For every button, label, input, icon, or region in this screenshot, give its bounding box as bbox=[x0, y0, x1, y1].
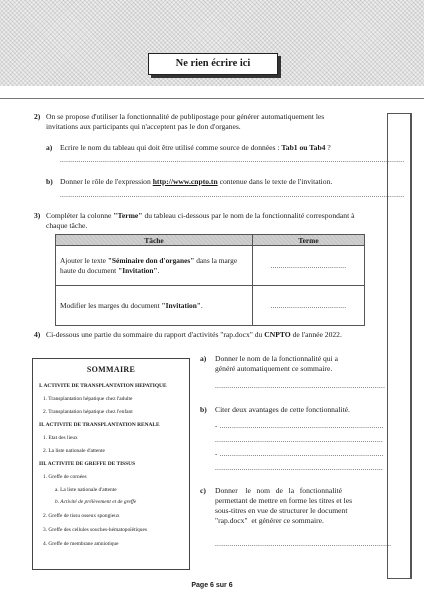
cut-line bbox=[0, 98, 424, 99]
q2-number: 2) bbox=[34, 112, 41, 121]
q4c-line3: sous-titres en vue de structurer le document bbox=[215, 506, 348, 515]
q2b-link: http://www.cnpto.tn bbox=[152, 177, 218, 186]
table-row bbox=[56, 286, 365, 326]
q4c-line1: Donner le nom de la fonctionnalité bbox=[215, 486, 342, 495]
q3-number: 3) bbox=[34, 211, 41, 220]
term-cell-1[interactable] bbox=[253, 246, 365, 286]
q4b-answer-line-4[interactable]: .................................................................................. bbox=[215, 464, 384, 472]
q4c-line4: "rap.docx" et générer ce sommaire. bbox=[215, 516, 324, 525]
q2b-text-post: contenue dans le texte de l'invitation. bbox=[219, 177, 333, 186]
q4-line bbox=[46, 330, 382, 340]
q4b-answer-line-1[interactable]: - ................................................................................ bbox=[215, 422, 384, 430]
task-header-terme: Terme bbox=[253, 235, 365, 246]
q2a-answer-line[interactable]: ........................................................................................................................................................................ bbox=[60, 156, 405, 164]
summary-item: 4. Greffe de membrane amniotique bbox=[43, 541, 119, 547]
summary-title: SOMMAIRE bbox=[86, 365, 136, 374]
q3-line1-post: du tableau ci-dessous par le nom de la fonctionnalité correspondant à bbox=[144, 211, 355, 220]
banner-box: Ne rien écrire ici bbox=[148, 53, 278, 75]
q4a-answer-line[interactable]: ................................................................................... bbox=[215, 382, 386, 390]
q2-intro-line1: On se propose d'utiliser la fonctionnalité de publipostage pour générer automatiquement les bbox=[46, 112, 325, 121]
q4-line-bold: CNPTO bbox=[264, 330, 291, 339]
q4a-line2: généré automatiquement ce sommaire. bbox=[215, 364, 333, 373]
q4b-answer-line-3[interactable]: - ................................................................................ bbox=[215, 450, 384, 458]
summary-item: 2. Transplantation hépatique chez l'enfant bbox=[43, 409, 133, 415]
q2b-label: b) bbox=[46, 177, 53, 186]
task-table bbox=[55, 234, 365, 326]
right-margin-column bbox=[387, 113, 412, 579]
term-answer-line-1[interactable]: ..................................... bbox=[270, 261, 347, 270]
q2b-text-pre: Donner le rôle de l'expression bbox=[60, 177, 151, 186]
page-footer: Page 6 sur 6 bbox=[191, 582, 233, 589]
q4b-text: Citer deux avantages de cette fonctionnalité. bbox=[215, 405, 350, 414]
q4-line-pre: Ci-dessous une partie du sommaire du rapport d'activités "rap.docx" du bbox=[46, 330, 263, 339]
q4c-answer-line[interactable]: ...................................................................................... bbox=[215, 540, 392, 548]
summary-item: a. La liste nationale d'attente bbox=[55, 487, 117, 493]
summary-item: II. ACTIVITE DE TRANSPLANTATION RENALE bbox=[39, 422, 160, 428]
q2b-text bbox=[60, 177, 382, 187]
term-answer-line-2[interactable]: ..................................... bbox=[270, 301, 347, 310]
q2a-text-bold: Tab1 ou Tab4 bbox=[281, 143, 326, 152]
task1-post: . bbox=[157, 265, 160, 275]
task1-bold2: "Invitation" bbox=[118, 265, 158, 275]
q2b-answer-line[interactable]: ........................................................................................................................................................................ bbox=[60, 191, 405, 199]
task-table-header-row bbox=[56, 235, 365, 246]
q2a-text-pre: Ecrire le nom du tableau qui doit être utilisé comme source de données : bbox=[60, 143, 280, 152]
q2a-label: a) bbox=[46, 143, 53, 152]
summary-item: 1. Greffe de cornées bbox=[43, 474, 87, 480]
q3-line1-pre: Compléter la colonne bbox=[46, 211, 112, 220]
task2-pre: Modifier les marges du document bbox=[60, 300, 160, 310]
summary-item: 3. Greffe des cellules souches-hématopoïétiques bbox=[43, 527, 147, 533]
summary-item: 2. La liste nationale d'attente bbox=[43, 448, 105, 454]
task1-bold1: "Séminaire don d'organes" bbox=[107, 255, 195, 265]
task-cell-1 bbox=[56, 246, 253, 286]
table-row bbox=[56, 246, 365, 286]
summary-box bbox=[32, 358, 190, 570]
q4-line-post: de l'année 2022. bbox=[292, 330, 342, 339]
task1-pre: Ajouter le texte bbox=[60, 255, 106, 265]
summary-item: 2. Greffe de tissu osseux spongieux bbox=[43, 513, 120, 519]
q2a-text bbox=[60, 143, 380, 153]
term-cell-2[interactable] bbox=[253, 286, 365, 326]
summary-item: b. Activité de prélèvement et de greffe bbox=[55, 499, 137, 505]
q4c-line2: permettant de mettre en forme les titres et les bbox=[215, 496, 353, 505]
q2-intro-line2: invitations aux participants qui n'acceptent pas le don d'organes. bbox=[46, 122, 241, 131]
task1-mid: dans la marge haute du document bbox=[60, 255, 238, 275]
task-header-tache: Tâche bbox=[56, 235, 253, 246]
q2a-text-post: ? bbox=[327, 143, 331, 152]
q3-line1-bold: "Terme" bbox=[113, 211, 143, 220]
q4c-label: c) bbox=[200, 486, 206, 495]
task2-post: . bbox=[200, 300, 203, 310]
summary-item: III. ACTIVITE DE GREFFE DE TISSUS bbox=[39, 461, 136, 467]
q4-number: 4) bbox=[34, 330, 41, 339]
q3-line2: chaque tâche. bbox=[46, 221, 88, 230]
q4a-line1: Donner le nom de la fonctionnalité qui a bbox=[215, 354, 338, 363]
task-cell-2 bbox=[56, 286, 253, 326]
q3-line1 bbox=[46, 211, 382, 221]
summary-item: 1. Etat des lieux bbox=[43, 435, 78, 441]
q4b-answer-line-2[interactable]: .................................................................................. bbox=[215, 436, 384, 444]
task2-bold1: "Invitation" bbox=[161, 300, 201, 310]
q4a-label: a) bbox=[200, 354, 207, 363]
summary-item: 1. Transplantation hépatique chez l'adulte bbox=[43, 396, 133, 402]
summary-item: I. ACTIVITE DE TRANSPLANTATION HEPATIQUE bbox=[39, 383, 167, 389]
q4b-label: b) bbox=[200, 405, 207, 414]
